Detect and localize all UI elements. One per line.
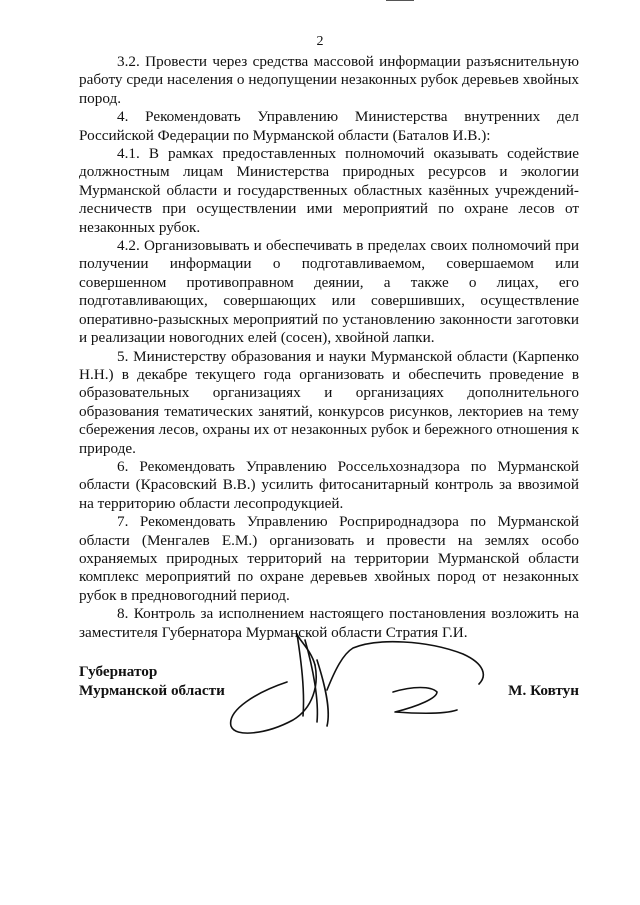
top-edge-mark [386,0,414,1]
signatory-title-line1: Губернатор [79,663,158,680]
paragraph-3-2: 3.2. Провести через средства массовой информации разъяснительную работу среди населения о недопущении незаконных рубок деревьев хвойных пород. [79,53,579,107]
paragraph-4: 4. Рекомендовать Управлению Министерства внутренних дел Российской Федерации по Мурманской области (Баталов И.В.): [79,108,579,144]
paragraph-8: 8. Контроль за исполнением настоящего постановления возложить на заместителя Губернатора Мурманской области Стратия Г.И. [79,605,579,641]
signatory-title-line2: Мурманской области [79,682,225,699]
document-body [79,53,579,642]
paragraph-4-1: 4.1. В рамках предоставленных полномочий оказывать содействие должностным лицам Министерства природных ресурсов и экологии Мурманской области и государственных областных казённых учреждений-лесничеств при осуществлении ими мероприятий по охране лесов от незаконных рубок. [79,145,579,236]
handwritten-signature [227,630,537,740]
paragraph-6: 6. Рекомендовать Управлению Россельхознадзора по Мурманской области (Красовский В.В.) усилить фитосанитарный контроль за ввозимой на территорию области лесопродукцией. [79,457,579,512]
paragraph-7: 7. Рекомендовать Управлению Росприроднадзора по Мурманской области (Менгалев Е.М.) организовать и провести на землях особо охраняемых природных территорий на территории Мурманской области комплекс мероприятий по охране деревьев хвойных пород от незаконных рубок в предновогодний период. [79,513,579,604]
paragraph-4-2: 4.2. Организовывать и обеспечивать в пределах своих полномочий при получении информации о подготавливаемом, совершаемом или совершенном противоправном деянии, а также о лицах, его подготавливающих, совершающих или совершивших, осуществление оперативно-разыскных мероприятий по установлению законности заготовки и реализации новогодних елей (сосен), хвойной лапки. [79,237,579,347]
signature-block [79,662,579,752]
signatory-title [79,662,225,700]
paragraph-5: 5. Министерству образования и науки Мурманской области (Карпенко Н.Н.) в декабре текущего года организовать и обеспечить проведение в образовательных организациях и организациях дополнительного образования тематических занятий, конкурсов рисунков, лекториев на тему сбережения лесов, охраны их от незаконных рубок и бережного отношения к природе. [79,347,579,457]
signatory-name: М. Ковтун [508,682,579,699]
page-number: 2 [316,34,324,49]
